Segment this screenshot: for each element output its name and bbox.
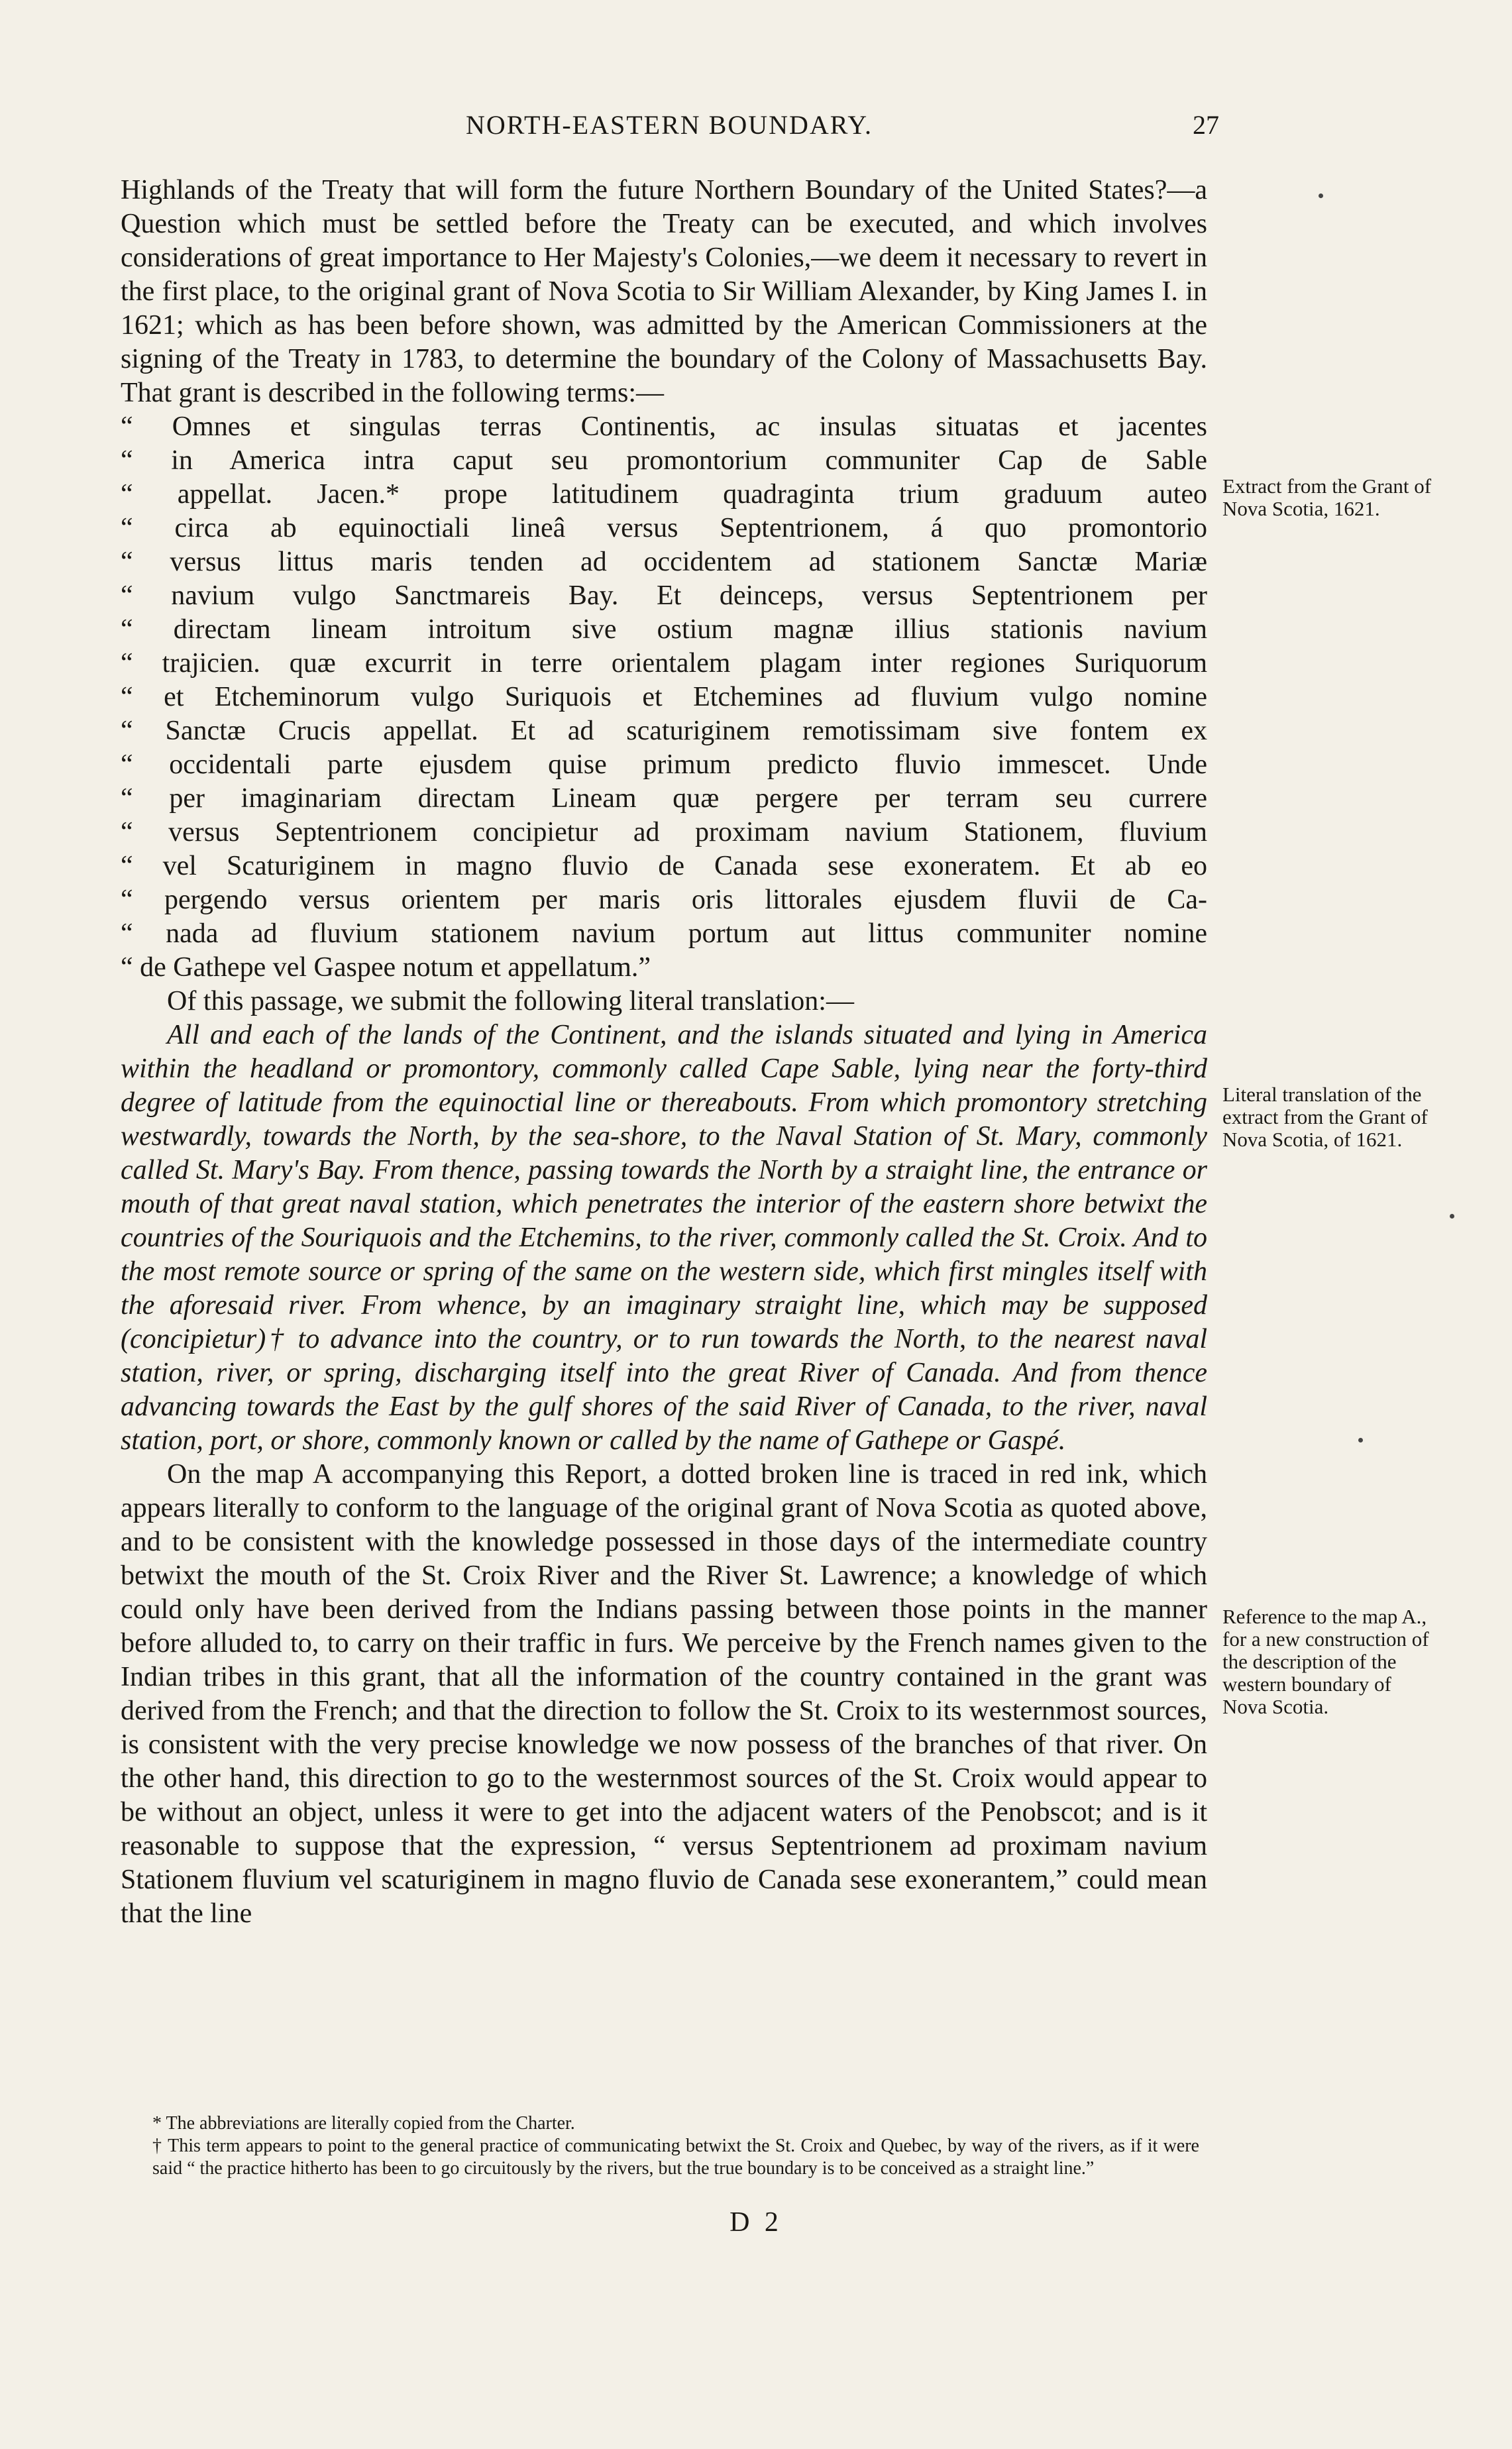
sidenote-map-reference: Reference to the map A., for a new construction of the description of the western boundary of Nova Scotia. [1222,1605,1429,1718]
paragraph-intro: Highlands of the Treaty that will form the future Northern Boundary of the United States?—a Question which must be settled before the Treaty can be executed, and which involves considerations of great importance to Her Majesty's Colonies,—we deem it necessary to revert in the first place, to the original grant of Nova Scotia to Sir William Alexander, by King James I. in 1621; which as has been before shown, was admitted by the American Commissioners at the signing of the Treaty in 1783, to determine the boundary of the Colony of Massachusetts Bay. That grant is described in the following terms:— [121,175,1207,408]
latin-line: “ Sanctæ Crucis appellat. Et ad scaturiginem remotissimam sive fontem ex [121,716,1207,746]
latin-line: “ per imaginariam directam Lineam quæ pergere per terram seu currere [121,783,1207,814]
page-title: NORTH-EASTERN BOUNDARY. [465,110,873,140]
latin-line: “ versus Septentrionem concipietur ad proximam navium Stationem, fluvium [121,817,1207,847]
latin-line: “ Omnes et singulas terras Continentis, ac insulas situatas et jacentes [121,411,1207,442]
latin-line: “ trajicien. quæ excurrit in terre orientalem plagam inter regiones Suriquorum [121,648,1207,679]
latin-line: “ circa ab equinoctiali lineâ versus Septentrionem, á quo promontorio [121,513,1207,543]
signature-mark: D 2 [729,2207,783,2238]
latin-line: “ et Etcheminorum vulgo Suriquois et Etchemines ad fluvium vulgo nomine [121,682,1207,712]
body-text [121,174,1207,1931]
latin-line: “ de Gathepe vel Gaspee notum et appellatum.” [121,952,651,983]
latin-line: “ in America intra caput seu promontorium communiter Cap de Sable [121,445,1207,476]
latin-line: “ nada ad fluvium stationem navium portum aut littus communiter nomine [121,918,1207,949]
latin-line: “ directam lineam introitum sive ostium magnæ illius stationis navium [121,614,1207,645]
latin-line: “ versus littus maris tenden ad occidentem ad stationem Sanctæ Mariæ [121,547,1207,577]
paragraph-translation [121,1018,1207,1458]
margin-dot [1450,1214,1454,1219]
latin-line: “ pergendo versus orientem per maris oris littorales ejusdem fluvii de Ca- [121,885,1207,915]
footnote-dagger: † This term appears to point to the general practice of communicating betwixt the St. Croix and Quebec, by way of the rivers, as if it were said “ the practice hitherto has been to go circuitously by the rivers, but the true boundary is to be conceived as a straight line.” [152,2136,1199,2179]
sidenote-translation: Literal translation of the extract from the Grant of Nova Scotia, of 1621. [1222,1083,1428,1151]
paragraph-translation-intro: Of this passage, we submit the following literal translation:— [167,986,854,1016]
page-number: 27 [1193,110,1219,140]
sidenote-extract: Extract from the Grant of Nova Scotia, 1621. [1222,474,1432,520]
latin-line: “ appellat. Jacen.* prope latitudinem quadraginta trium graduum auteo [121,479,1207,510]
margin-dot [1358,1438,1363,1442]
running-header [119,109,1219,149]
footnote-star: * The abbreviations are literally copied from the Charter. [152,2113,575,2134]
paragraph-map-reference: On the map A accompanying this Report, a dotted broken line is traced in red ink, which appears literally to conform to the language of the original grant of Nova Scotia as quoted above, and to be consistent with the knowledge possessed in those days of the intermediate country betwixt the mouth of the St. Croix River and the River St. Lawrence; a knowledge of which could only have been derived from the Indians passing between those points in the manner before alluded to, to carry on their traffic in furs. We perceive by the French names given to the Indian tribes in this grant, that all the information of the country contained in the grant was derived from the French; and that the direction to follow the St. Croix to its westernmost sources, is consistent with the very precise knowledge we now possess of the branches of that river. On the other hand, this direction to go to the westernmost sources of the St. Croix would appear to be without an object, unless it were to get into the adjacent waters of the Penobscot; and is it reasonable to suppose that the expression, “ versus Septentrionem ad proximam navium Stationem fluvium vel scaturiginem in magno fluvio de Canada sese exonerantem,” could mean that the line [121,1459,1207,1929]
latin-extract [121,410,1207,985]
latin-line: “ vel Scaturiginem in magno fluvio de Canada sese exoneratem. Et ab eo [121,851,1207,881]
translation-text: All and each of the lands of the Continent, and the islands situated and lying in America within the headland or promontory, commonly called Cape Sable, lying near the forty-third degree of latitude from the equinoctial line or thereabouts. From which promontory stretching westwardly, towards the North, by the sea-shore, to the Naval Station of St. Mary, commonly called St. Mary's Bay. From thence, passing towards the North by a straight line, the entrance or mouth of that great naval station, which penetrates the interior of the eastern shore betwixt the countries of the Souriquois and the Etchemins, to the river, commonly called the St. Croix. And to the most remote source or spring of the same on the western side, which first mingles itself with the aforesaid river. From whence, by an imaginary straight line, which may be supposed (concipietur)† to advance into the country, or to run towards the North, to the nearest naval station, river, or spring, discharging itself into the great River of Canada. And from thence advancing towards the East by the gulf shores of the said River of Canada, to the river, naval station, port, or shore, commonly known or called by the name of Gathepe or Gaspé. [121,1020,1207,1456]
footnotes [152,2112,1199,2180]
latin-line: “ navium vulgo Sanctmareis Bay. Et deinceps, versus Septentrionem per [121,580,1207,611]
latin-line: “ occidentali parte ejusdem quise primum predicto fluvio immescet. Unde [121,749,1207,780]
margin-dot [1319,193,1323,198]
